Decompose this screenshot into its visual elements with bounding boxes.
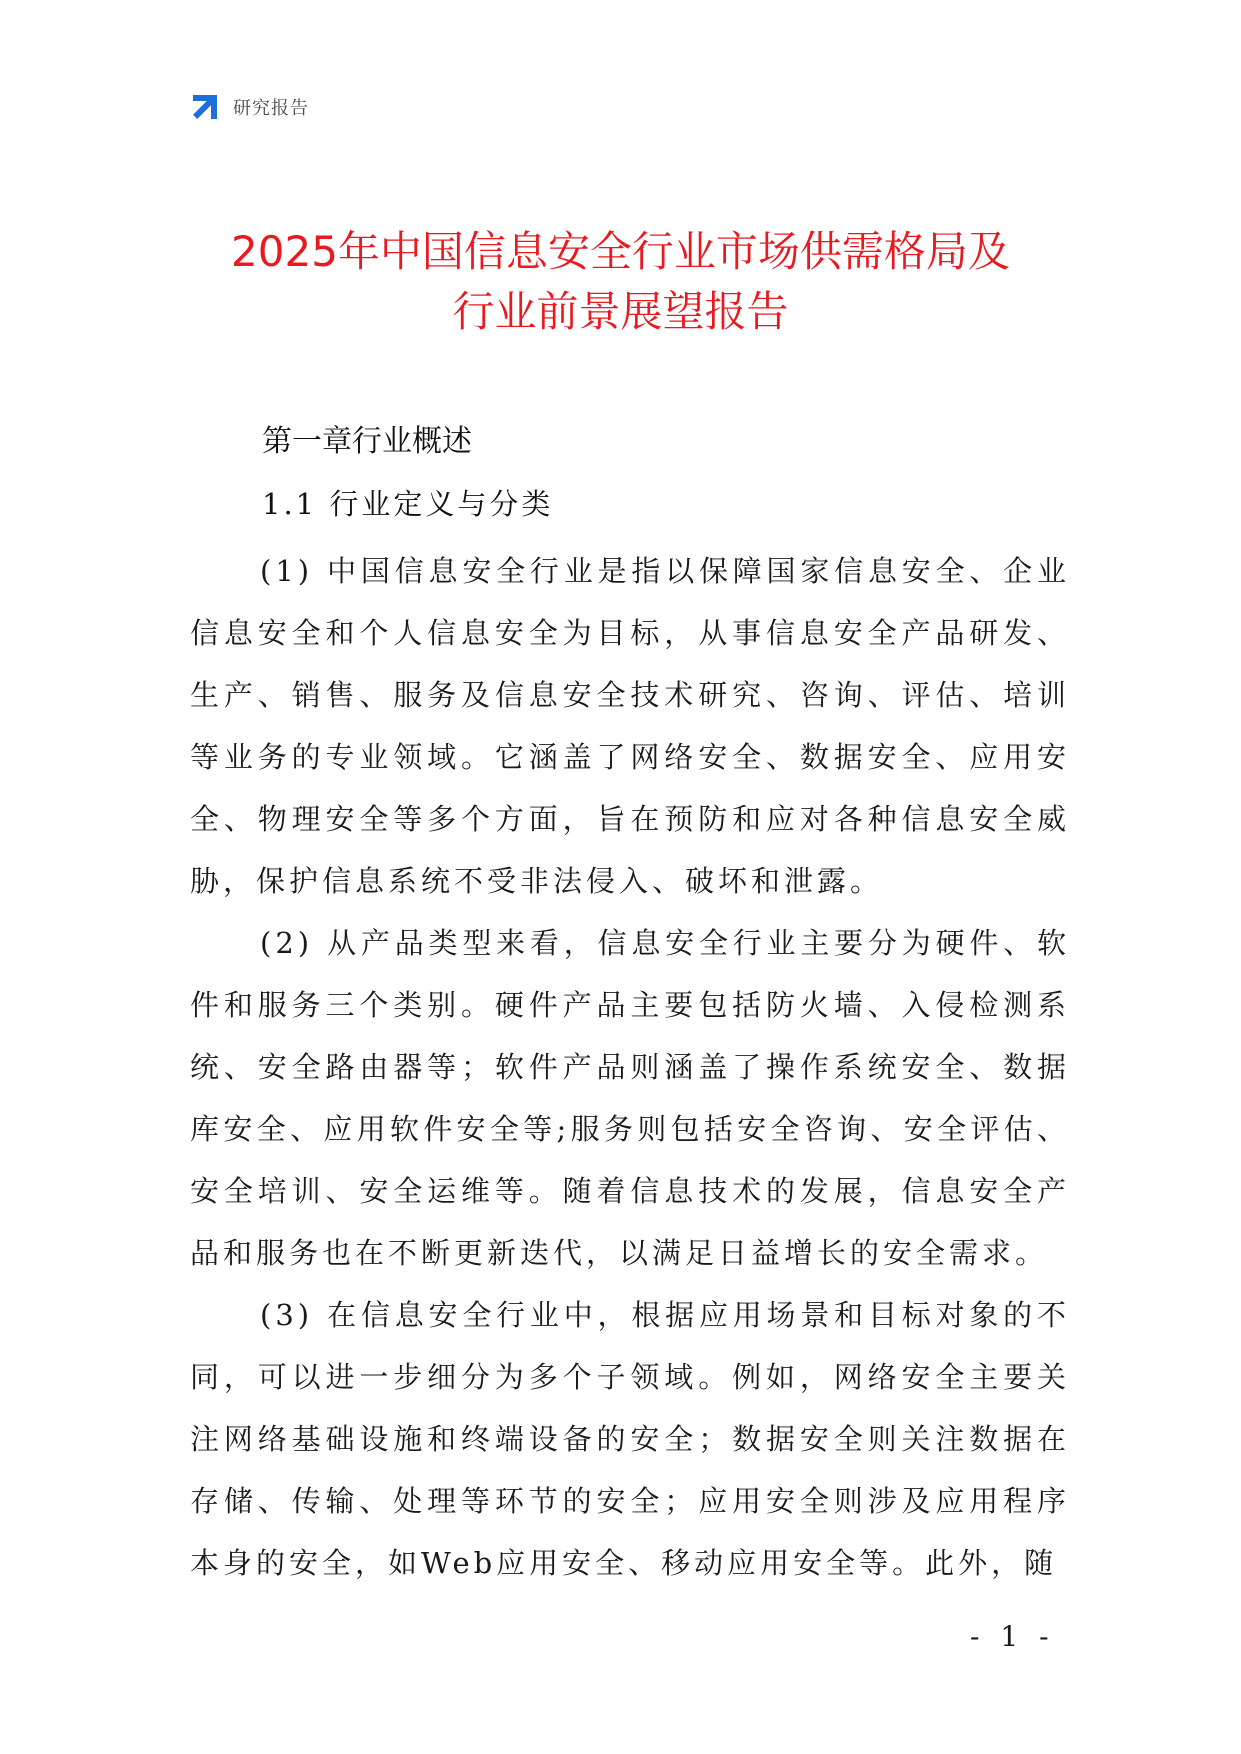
paragraph-2: (2) 从产品类型来看，信息安全行业主要分为硬件、软件和服务三个类别。硬件产品主要包括防火墙、入侵检测系统、安全路由器等；软件产品则涵盖了操作系统安全、数据库安全、应用软件安全等;服务则包括安全咨询、安全评估、安全培训、安全运维等。随着信息技术的发展，信息安全产品和服务也在不断更新迭代，以满足日益增长的安全需求。 <box>190 926 1070 1270</box>
report-header <box>189 90 309 124</box>
header-label: 研究报告 <box>233 98 309 119</box>
report-title-line-2: 行业前景展望报告 <box>452 287 789 336</box>
page-number: - 1 - <box>970 1620 1055 1653</box>
chapter-heading: 第一章行业概述 <box>262 424 472 459</box>
body-text <box>190 540 1070 1594</box>
report-title <box>150 222 1091 342</box>
section-heading: 1.1 行业定义与分类 <box>262 487 554 521</box>
paragraph-3: (3) 在信息安全行业中，根据应用场景和目标对象的不同，可以进一步细分为多个子领域。例如，网络安全主要关注网络基础设施和终端设备的安全；数据安全则关注数据在存储、传输、处理等环节的安全；应用安全则涉及应用程序本身的安全，如Web应用安全、移动应用安全等。此外，随 <box>190 1298 1070 1580</box>
logo-arrow-icon <box>189 91 221 123</box>
report-title-line-1: 2025年中国信息安全行业市场供需格局及 <box>231 227 1010 276</box>
paragraph-1: (1) 中国信息安全行业是指以保障国家信息安全、企业信息安全和个人信息安全为目标，从事信息安全产品研发、生产、销售、服务及信息安全技术研究、咨询、评估、培训等业务的专业领域。它涵盖了网络安全、数据安全、应用安全、物理安全等多个方面，旨在预防和应对各种信息安全威胁，保护信息系统不受非法侵入、破坏和泄露。 <box>190 554 1070 898</box>
